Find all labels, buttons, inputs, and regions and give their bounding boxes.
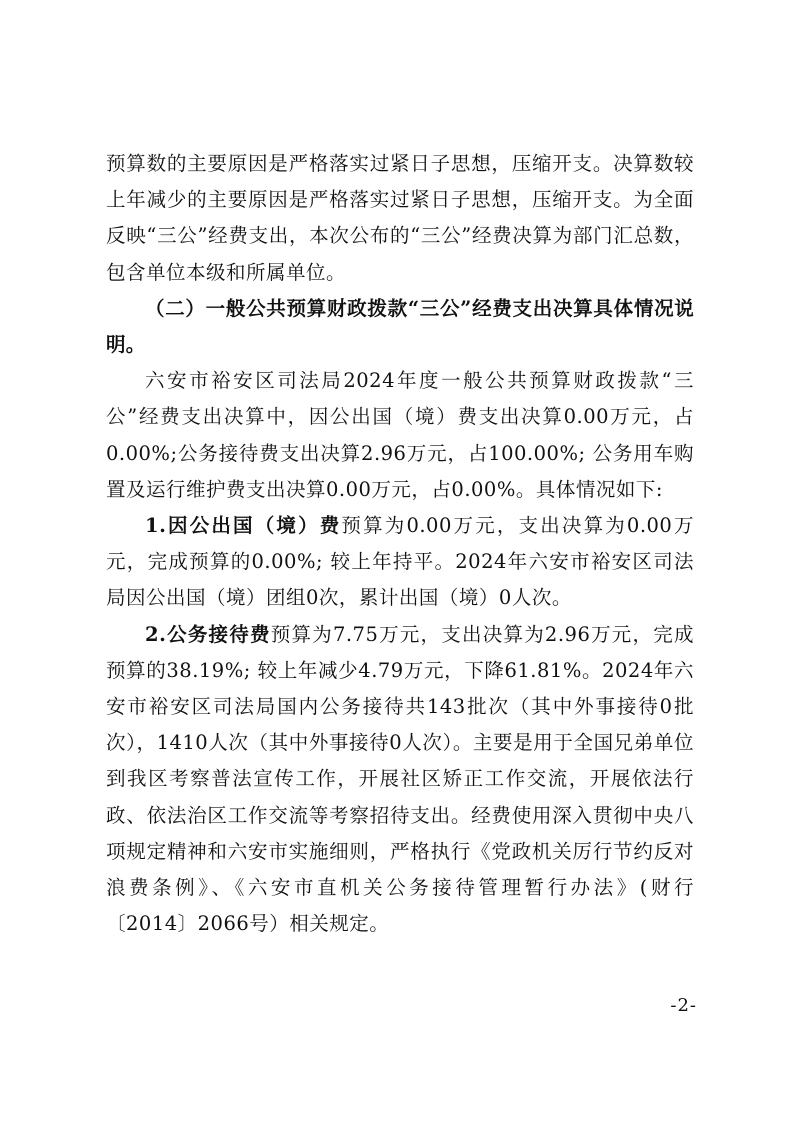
page-number: -2-	[670, 995, 697, 1016]
item-text-overseas-travel: 预算为0.00万元，支出决算为0.00万元，完成预算的0.00%; 较上年持平。2024年六安市裕安区司法局因公出国（境）团组0次，累计出国（境）0人次。	[106, 514, 695, 610]
item-label-official-reception: 2.公务接待费	[145, 622, 271, 646]
item-text-official-reception: 预算为7.75万元，支出决算为2.96万元，完成预算的38.19%; 较上年减少4.79万元，下降61.81%。2024年六安市裕安区司法局国内公务接待共143批次（其中外事接待0批次），1410人次（其中外事接待0人次）。主要是用于全国兄弟单位到我区考察普法宣传工作，开展社区矫正工作交流，开展依法行政、依法治区工作交流等考察招待支出。经费使用深入贯彻中央八项规定精神和六安市实施细则，严格执行《党政机关厉行节约反对浪费条例》、《六安市直机关公务接待管理暂行办法》(财行〔2014〕2066号）相关规定。	[106, 622, 695, 936]
paragraph-expense-summary: 六安市裕安区司法局2024年度一般公共预算财政拨款“三公”经费支出决算中，因公出国（境）费支出决算0.00万元，占0.00%;公务接待费支出决算2.96万元，占100.00%; 公务用车购置及运行维护费支出决算0.00万元，占0.00%。具体情况如下:	[106, 369, 694, 501]
paragraph-official-reception	[106, 617, 694, 943]
document-body	[106, 146, 694, 942]
item-label-overseas-travel: 1.因公出国（境）费	[145, 514, 342, 538]
paragraph-budget-reason: 预算数的主要原因是严格落实过紧日子思想，压缩开支。决算数较上年减少的主要原因是严格落实过紧日子思想，压缩开支。为全面反映“三公”经费支出，本次公布的“三公”经费决算为部门汇总数，包含单位本级和所属单位。	[106, 152, 694, 284]
section-heading-three-public-expenses: （二）一般公共预算财政拨款“三公”经费支出决算具体情况说明。	[106, 296, 694, 357]
paragraph-overseas-travel	[106, 508, 694, 617]
